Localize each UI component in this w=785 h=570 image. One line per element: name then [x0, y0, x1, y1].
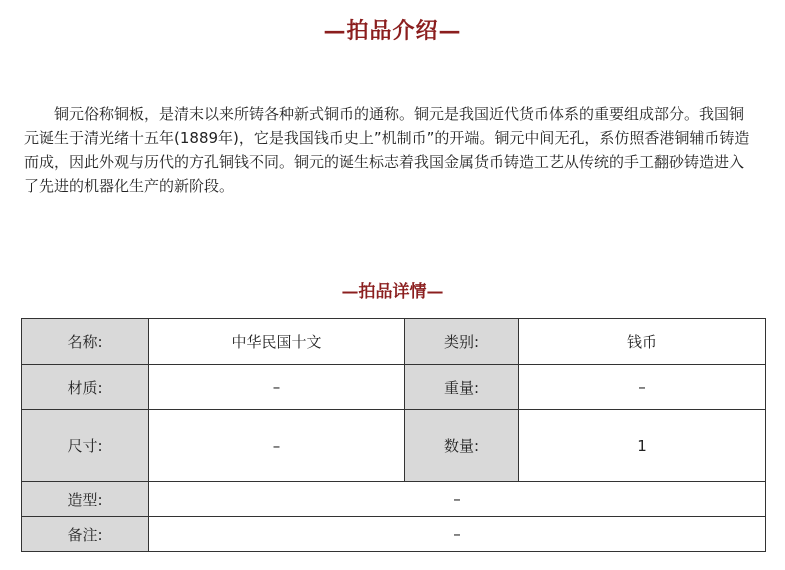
size-label: 尺寸:	[22, 410, 149, 482]
details-title: —拍品详情—	[341, 282, 444, 302]
weight-label: 重量:	[405, 365, 519, 410]
name-label: 名称:	[22, 319, 149, 365]
size-value: –	[149, 410, 405, 482]
details-table	[21, 318, 766, 552]
table-row	[22, 365, 766, 410]
note-value: –	[149, 517, 766, 552]
quantity-value: 1	[519, 410, 766, 482]
table-row	[22, 410, 766, 482]
intro-paragraph: 铜元俗称铜板，是清末以来所铸各种新式铜币的通称。铜元是我国近代货币体系的重要组成部分。我国铜元诞生于清光绪十五年(1889年)，它是我国钱币史上”机制币”的开端。铜元中间无孔，系仿照香港铜辅币铸造而成，因此外观与历代的方孔铜钱不同。铜元的诞生标志着我国金属货币铸造工艺从传统的手工翻砂铸造进入了先进的机器化生产的新阶段。	[24, 105, 750, 195]
weight-value: –	[519, 365, 766, 410]
shape-label: 造型:	[22, 482, 149, 517]
shape-value: –	[149, 482, 766, 517]
table-row	[22, 517, 766, 552]
material-label: 材质:	[22, 365, 149, 410]
quantity-label: 数量:	[405, 410, 519, 482]
category-value: 钱币	[519, 319, 766, 365]
table-row	[22, 482, 766, 517]
note-label: 备注:	[22, 517, 149, 552]
name-value: 中华民国十文	[149, 319, 405, 365]
table-row	[22, 319, 766, 365]
material-value: –	[149, 365, 405, 410]
intro-title: —拍品介绍—	[323, 18, 462, 44]
category-label: 类别:	[405, 319, 519, 365]
